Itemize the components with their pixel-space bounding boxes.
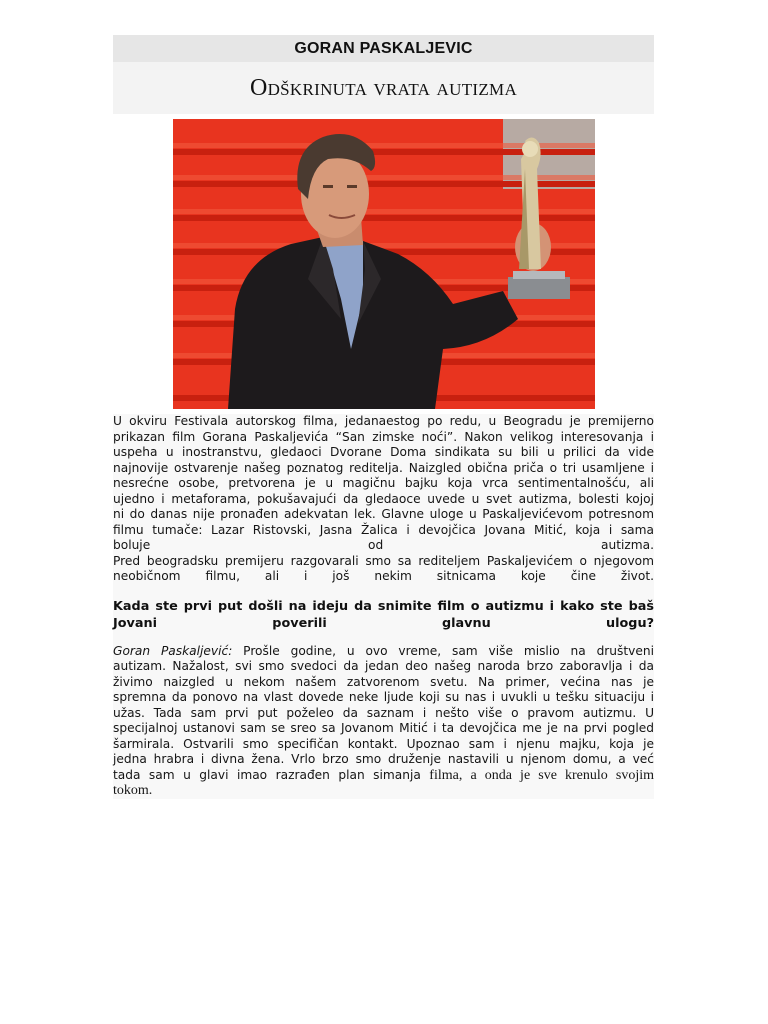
author-header	[113, 35, 654, 62]
answer-first-line	[113, 644, 654, 660]
answer-line: šarmirala. Ostvarili smo specifičan kontakt. Upoznao sam i njenu majku, koja je	[113, 736, 654, 751]
answer-line: autizam. Nažalost, svi smo svedoci da jedan deo našeg naroda brzo zaboravlja i da	[113, 659, 654, 673]
intro-line: ni do danas nije pronađen adekvatan lek. Glavne uloge u Paskaljevićevom potresnom	[113, 507, 654, 521]
answer-last-line: tokom.	[113, 783, 153, 798]
intro-line: Pred beogradsku premijeru razgovarali smo sa rediteljem Paskaljevićem o njegovom	[113, 553, 654, 568]
interview-answer	[113, 644, 654, 799]
answer-line: užas. Tada sam prvi put poželeo da saznam i nešto više o pravom autizmu. U	[113, 705, 654, 720]
intro-line: prikazan film Gorana Paskaljevića “San zimske noći”. Nakon velikog interesovanja i	[113, 429, 654, 444]
interview-question	[113, 598, 654, 632]
answer-mixed-serif: filma, a onda je sve krenulo svojim	[429, 767, 655, 783]
title-header	[113, 62, 654, 114]
article-title: Odškrinuta vrata autizma	[249, 74, 518, 101]
article-body	[113, 414, 654, 799]
intro-line: U okviru Festivala autorskog filma, jedanaestog po redu, u Beogradu je premijerno	[113, 414, 654, 428]
intro-line: neobičnom filmu, ali i još nekim sitnicama koje čine život.	[113, 569, 654, 583]
intro-line: boluje od autizma.	[113, 538, 654, 552]
answer-line: živimo naizgled u nekom našem zatvorenom svetu. Na primer, većina nas je	[113, 674, 654, 689]
answer-line: specijalnoj ustanovi sam se sreo sa Jovanom Mitić i ta devojčica me je na prvi pogled	[113, 721, 654, 735]
answer-line: jedna hrabra i divna žena. Vrlo brzo smo druženje nastavili u njenom domu, a već	[113, 752, 654, 766]
answer-first-line-text: Prošle godine, u ovo vreme, sam više mislio na društveni	[232, 643, 654, 658]
intro-line: ujedno i metaforama, pokušavajući da gledaoce uvede u svet autizma, bolesti kojoj	[113, 491, 654, 506]
author-name: GORAN PASKALJEVIC	[294, 39, 473, 57]
article-photo	[173, 119, 595, 409]
intro-line: nesrećne osobe, pretvorena je u magičnu bajku koja vrca sentimentalnošću, ali	[113, 476, 654, 490]
speaker-name: Goran Paskaljević:	[113, 643, 233, 658]
answer-mixed-sans: tada sam u glavi imao razrađen plan simanja	[113, 767, 430, 782]
answer-mixed-line	[113, 768, 654, 784]
intro-line: uspeha u inostranstvu, gledaoci Dvorane Doma sindikata su bili u prilici da vide	[113, 445, 654, 459]
intro-line: najnovije ostvarenje našeg poznatog reditelja. Naizgled obična priča o tri usamljene i	[113, 460, 654, 475]
intro-line: filmu tumače: Lazar Ristovski, Jasna Žalica i devojčica Jovana Mitić, koja i sama	[113, 522, 654, 537]
answer-line: spremna da ponovo na vlast dovede neke ljude koji su nas i uvukli u tešku situaciju i	[113, 690, 654, 704]
question-line: Jovani poverili glavnu ulogu?	[113, 615, 654, 631]
intro-paragraph	[113, 414, 654, 585]
question-line: Kada ste prvi put došli na ideju da snimite film o autizmu i kako ste baš	[113, 598, 654, 614]
